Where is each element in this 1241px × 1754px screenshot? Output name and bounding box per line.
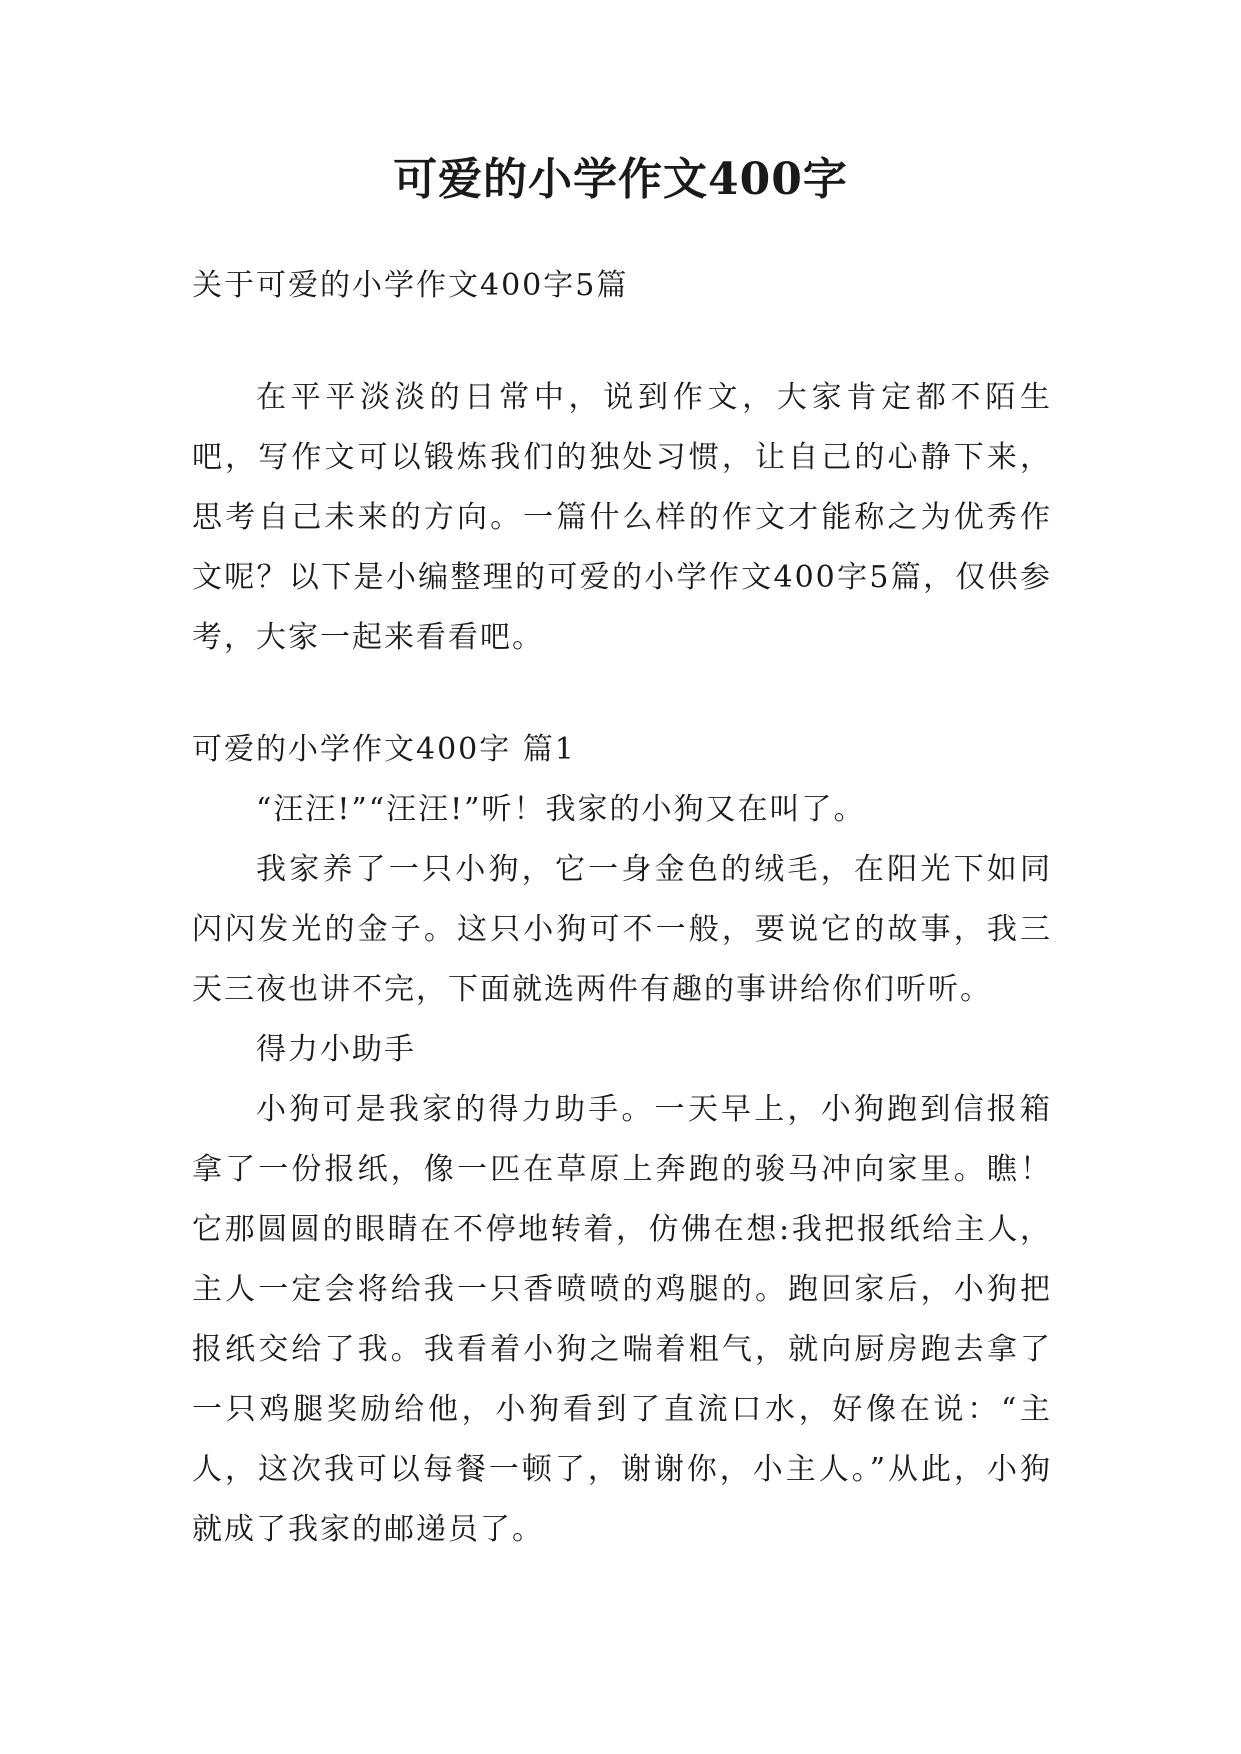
body-paragraph: 小狗可是我家的得力助手。一天早上，小狗跑到信报箱拿了一份报纸，像一匹在草原上奔跑的骏马冲向家里。瞧！它那圆圆的眼睛在不停地转着，仿佛在想:我把报纸给主人，主人一定会将给我一只香喷喷的鸡腿的。跑回家后，小狗把报纸交给了我。我看着小狗之喘着粗气，就向厨房跑去拿了一只鸡腿奖励给他，小狗看到了直流口水，好像在说：“主人，这次我可以每餐一顿了，谢谢你，小主人。”从此，小狗就成了我家的邮递员了。	[192, 1092, 1052, 1547]
document-subtitle: 关于可爱的小学作文400字5篇	[192, 268, 629, 303]
document-title: 可爱的小学作文400字	[393, 154, 848, 205]
intro-paragraph: 在平平淡淡的日常中，说到作文，大家肯定都不陌生吧，写作文可以锻炼我们的独处习惯，让自己的心静下来，思考自己未来的方向。一篇什么样的作文才能称之为优秀作文呢？以下是小编整理的可爱的小学作文400字5篇，仅供参考，大家一起来看看吧。	[192, 380, 1052, 655]
section-heading: 可爱的小学作文400字 篇1	[192, 732, 576, 767]
subheading-paragraph: 得力小助手	[256, 1032, 416, 1067]
body-paragraph: 我家养了一只小狗，它一身金色的绒毛，在阳光下如同闪闪发光的金子。这只小狗可不一般，要说它的故事，我三天三夜也讲不完，下面就选两件有趣的事讲给你们听听。	[192, 852, 1052, 1007]
document-body	[192, 256, 1052, 1560]
body-paragraph: “汪汪!”“汪汪!”听！我家的小狗又在叫了。	[256, 792, 866, 827]
